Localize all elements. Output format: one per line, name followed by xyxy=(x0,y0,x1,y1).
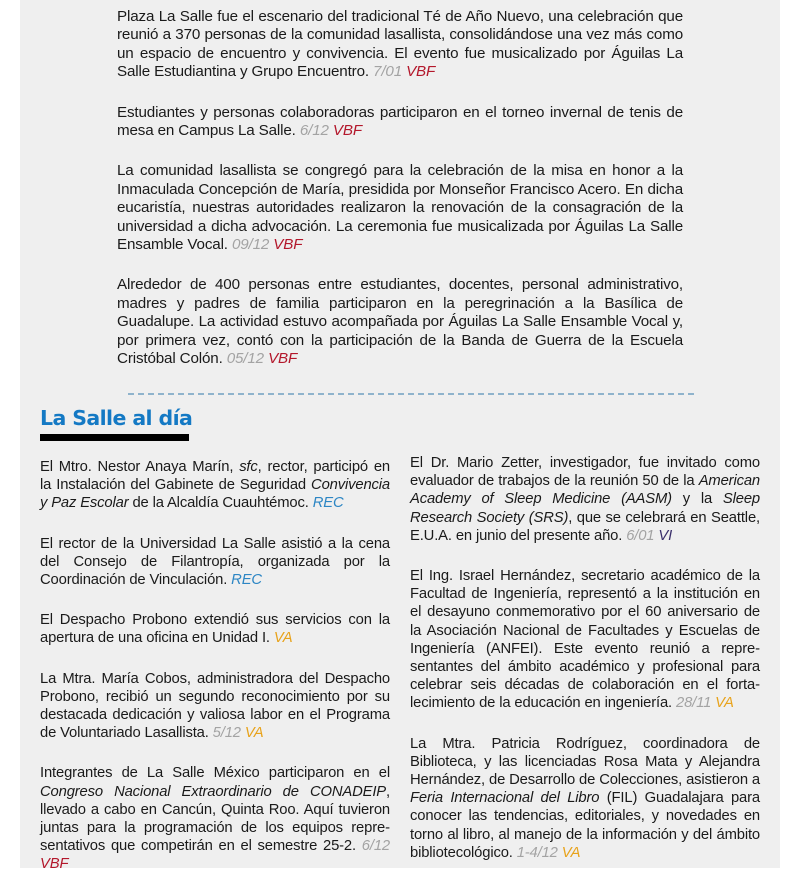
news-text: El Mtro. Nestor Anaya Marín, xyxy=(40,459,240,475)
news-item xyxy=(117,276,683,368)
author-tag: VA xyxy=(244,725,264,742)
news-text-italic: Congreso Nacional Extraordinario de CONADEIP xyxy=(40,783,387,800)
news-text: El Ing. Israel Hernández, secretario académico de la Facultad de Ingeniería, representó a la institución en el desayuno conmemorativo por el 60 aniversario de la Asociación Nacional de Facultades y Escuelas de Ingeniería (ANFEI). Este evento reunió a representantes del ámbito académico y profesional para celebrar seis décadas de colaboración en el fortalecimiento de la educación en ingeniería. xyxy=(410,568,760,712)
news-text: , llevado a cabo en Cancún, Quinta Roo. Aquí tuvieron juntas para la programación de los equipos representativos que competirán en el semestre 25-2. xyxy=(40,783,390,855)
author-tag: REC xyxy=(312,495,344,512)
news-item xyxy=(117,8,683,82)
author-tag: VBF xyxy=(406,63,436,81)
section-title-underline xyxy=(40,434,189,441)
news-text: Estudiantes y personas colaboradoras participaron en el torneo invernal de tenis de mesa en Campus La Salle. xyxy=(117,103,683,140)
news-item xyxy=(40,535,390,590)
section-title: La Salle al día xyxy=(40,406,193,430)
news-text-italic: Sleep Research Society (SRS) xyxy=(410,491,760,526)
news-text: y la xyxy=(671,491,723,508)
news-date: 09/12 xyxy=(231,236,270,254)
top-news-list xyxy=(117,8,683,369)
author-tag: VI xyxy=(658,527,673,544)
author-tag: VBF xyxy=(40,856,69,873)
author-tag: VA xyxy=(715,695,734,712)
news-text: La Mtra. María Cobos, administradora del Despacho Probono, recibió un segundo reconocimiento por su destacada dedicación y valiosa labor en el Programa de Voluntariado Lasallista. xyxy=(40,670,390,742)
news-date: 6/12 xyxy=(361,838,390,855)
news-text: , rector, participó en la Instalación del Gabinete de Seguridad xyxy=(40,459,390,494)
news-item xyxy=(40,458,390,513)
news-item xyxy=(410,567,760,713)
news-text: Plaza La Salle fue el escenario del tradicional Té de Año Nuevo, una celebración que reunió a 370 personas de la comunidad lasallista, consolidándose una vez más como un espacio de encuentro y convivencia. El evento fue musicalizado por Águilas La Salle Estudiantina y Grupo Encuentro. xyxy=(117,8,683,81)
news-date: 6/12 xyxy=(299,122,329,140)
news-item xyxy=(40,764,390,873)
news-item xyxy=(410,735,760,862)
news-text: Integrantes de La Salle México participaron en el xyxy=(40,765,390,782)
section-divider xyxy=(128,393,694,395)
right-news-column xyxy=(410,454,760,862)
news-item xyxy=(40,611,390,647)
author-tag: VBF xyxy=(268,350,298,368)
news-item xyxy=(117,162,683,254)
news-text-italic: American Academy of Sleep Medicine (AASM) xyxy=(410,473,760,508)
news-item xyxy=(40,670,390,743)
news-text: , que se celebrará en Seattle, E.U.A. en junio del presente año. xyxy=(410,509,760,544)
news-text: La Mtra. Patricia Rodríguez, coordinadora de Biblioteca, y las licenciadas Rosa Mata y Alejandra Hernández, de Desarrollo de Colecciones, asistieron a xyxy=(410,735,760,789)
news-text-italic: Convivencia y Paz Escolar xyxy=(40,477,390,512)
news-text-italic: Feria Internacional del Libro xyxy=(410,790,600,807)
news-item xyxy=(410,454,760,545)
news-text: El Dr. Mario Zetter, investigador, fue invitado como evaluador de trabajos de la reunión 50 de la xyxy=(410,455,760,490)
news-item xyxy=(117,104,683,141)
news-text: Alrededor de 400 personas entre estudiantes, docentes, personal administrativo, madres y padres de familia participaron en la peregrinación a la Basílica de Guadalupe. La actividad estuvo acompañada por Águilas La Salle Ensamble Vocal y, por primera vez, contó con la participación de la Banda de Guerra de la Escuela Cristóbal Colón. xyxy=(117,276,683,368)
news-text: El rector de la Universidad La Salle asistió a la cena del Consejo de Filantropía, organizada por la Coordinación de Vinculación. xyxy=(40,535,390,589)
news-date: 05/12 xyxy=(226,350,264,368)
author-tag: REC xyxy=(231,572,262,589)
news-text-italic: sfc xyxy=(239,459,258,475)
news-text: (FIL) Guadalajara para conocer las tendencias, editoriales, y novedades en torno al libro, al manejo de la información y del ámbito bibliotecológico. xyxy=(410,790,760,861)
news-date: 1-4/12 xyxy=(516,844,558,861)
news-date: 5/12 xyxy=(212,725,241,742)
news-text: La comunidad lasallista se congregó para la celebración de la misa en honor a la Inmaculada Concepción de María, presidida por Monseñor Francisco Acero. En dicha eucaristía, nuestras autoridades realizaron la renovación de la consagración de la universidad a dicha advocación. La ceremonia fue musicalizada por Águilas La Salle Ensamble Vocal. xyxy=(117,162,683,254)
left-news-column xyxy=(40,458,390,874)
news-text: El Despacho Probono extendió sus servicios con la apertura de una oficina en Unidad I. xyxy=(40,612,390,647)
news-date: 7/01 xyxy=(373,63,402,81)
news-date: 28/11 xyxy=(675,695,712,712)
author-tag: VA xyxy=(273,630,293,647)
author-tag: VA xyxy=(561,844,581,861)
news-text: de la Alcaldía Cuauhtémoc. xyxy=(128,495,313,512)
news-date: 6/01 xyxy=(626,527,655,544)
author-tag: VBF xyxy=(332,122,362,140)
author-tag: VBF xyxy=(273,236,303,254)
